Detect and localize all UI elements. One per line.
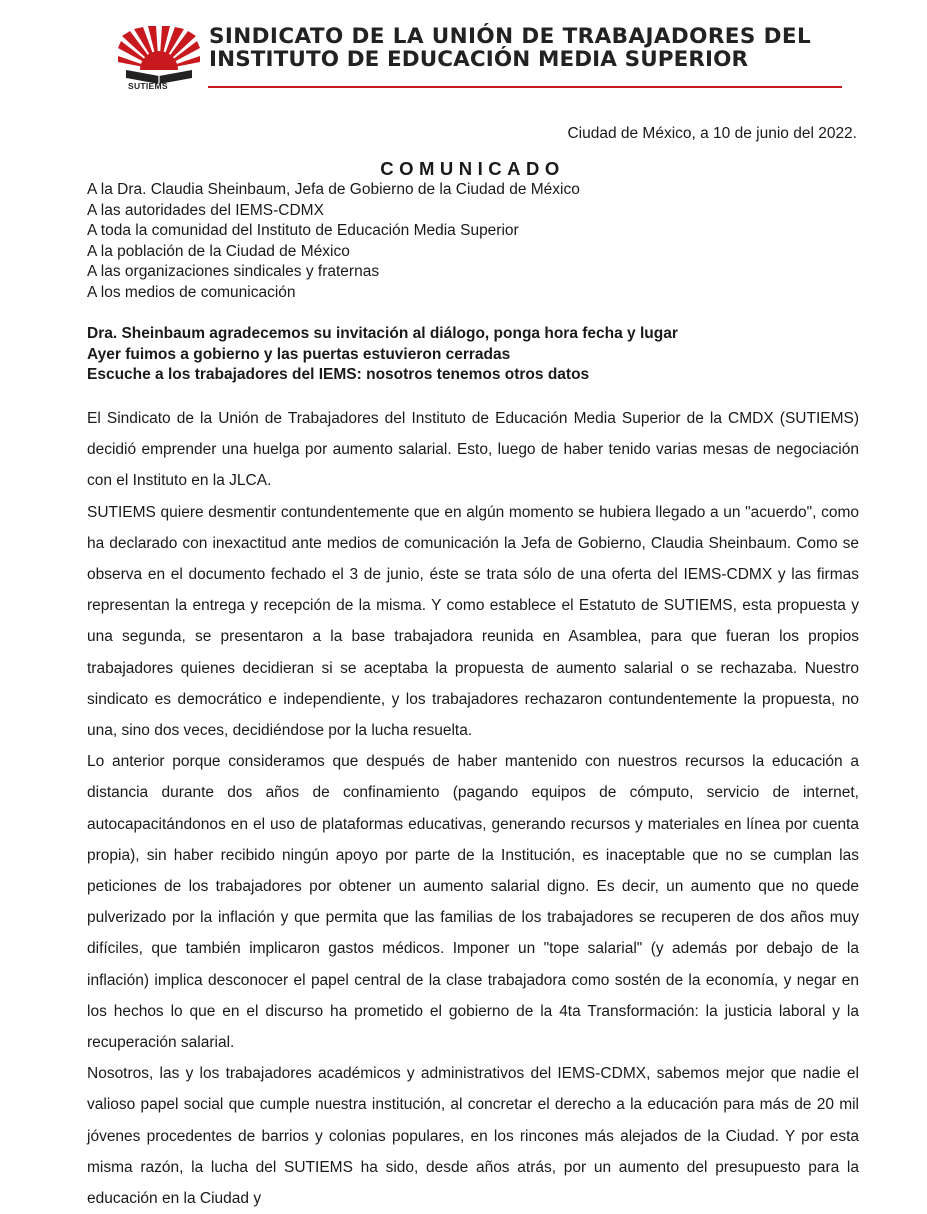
- headline-item: Dra. Sheinbaum agradecemos su invitación al diálogo, ponga hora fecha y lugar: [87, 325, 678, 342]
- headline-item: Escuche a los trabajadores del IEMS: nosotros tenemos otros datos: [87, 366, 590, 384]
- headline-item: Ayer fuimos a gobierno y las puertas estuvieron cerradas: [87, 345, 511, 363]
- logo-caption: SUTIEMS: [128, 81, 168, 91]
- addressee-item: A las organizaciones sindicales y fraternas: [87, 263, 380, 281]
- organization-name-line-2: INSTITUTO DE EDUCACIÓN MEDIA SUPERIOR: [209, 47, 749, 72]
- addressee-item: A los medios de comunicación: [87, 283, 296, 301]
- addressee-item: A toda la comunidad del Instituto de Educación Media Superior: [87, 222, 519, 240]
- body-paragraph: SUTIEMS quiere desmentir contundentemente que en algún momento se hubiera llegado a un "acuerdo", como ha declarado con inexactitud ante medios de comunicación la Jefa de Gobierno, Claudia Sheinbaum. Como se observa en el documento fechado el 3 de junio, éste se trata sólo de una oferta del IEMS-CDMX y las firmas representan la entrega y recepción de la misma. Y como establece el Estatuto de SUTIEMS, esta propuesta y una segunda, se presentaron a la base trabajadora reunida en Asamblea, para que fueran los propios trabajadores quienes decidieran si se aceptaba la propuesta de aumento salarial o se rechazaba. Nuestro sindicato es democrático e independiente, y los trabajadores rechazaron contundentemente la propuesta, no una, sino dos veces, decidiéndose por la lucha resuelta.: [87, 503, 859, 740]
- body-paragraph: El Sindicato de la Unión de Trabajadores del Instituto de Educación Media Superior de la CMDX (SUTIEMS) decidió emprender una huelga por aumento salarial. Esto, luego de haber tenido varias mesas de negociación con el Instituto en la JLCA.: [87, 410, 859, 490]
- letterhead: [0, 0, 927, 110]
- addressee-item: A las autoridades del IEMS-CDMX: [87, 201, 324, 219]
- organization-name: [209, 25, 849, 71]
- body-paragraph: Lo anterior porque consideramos que después de haber mantenido con nuestros recursos la educación a distancia durante dos años de confinamiento (pagando equipos de cómputo, servicio de internet, autocapacitándonos en el uso de plataformas educativas, generando recursos y materiales en línea por cuenta propia), sin haber recibido ningún apoyo por parte de la Institución, es inaceptable que no se cumplan las peticiones de los trabajadores por obtener un aumento salarial digno. Es decir, un aumento que no quede pulverizado por la inflación y que permita que las familias de los trabajadores se recuperen de dos años muy difíciles, que también implicaron gastos médicos. Imponer un "tope salarial" (y además por debajo de la inflación) implica desconocer el papel central de la clase trabajadora como sostén de la economía, y negar en los hechos lo que en el discurso ha prometido el gobierno de la 4ta Transformación: la justicia laboral y la recuperación salarial.: [87, 753, 859, 1052]
- document-body: [87, 403, 859, 1214]
- addressee-item: A la población de la Ciudad de México: [87, 242, 350, 260]
- body-paragraph: Nosotros, las y los trabajadores académicos y administrativos del IEMS-CDMX, sabemos mejor que nadie el valioso papel social que cumple nuestra institución, al concretar el derecho a la educación para más de 20 mil jóvenes procedentes de barrios y colonias populares, en los rincones más alejados de la Ciudad. Y por esta misma razón, la lucha del SUTIEMS ha sido, desde años atrás, por un aumento del presupuesto para la educación en la Ciudad y: [87, 1065, 859, 1208]
- document-title: COMUNICADO: [380, 158, 565, 179]
- addressee-list: [87, 180, 580, 304]
- headline-list: [87, 324, 678, 386]
- addressee-item: A la Dra. Claudia Sheinbaum, Jefa de Gobierno de la Ciudad de México: [87, 181, 580, 198]
- date-line: Ciudad de México, a 10 de junio del 2022.: [567, 125, 857, 142]
- letterhead-red-rule: [208, 86, 842, 88]
- organization-name-line-1: SINDICATO DE LA UNIÓN DE TRABAJADORES DEL: [209, 24, 812, 49]
